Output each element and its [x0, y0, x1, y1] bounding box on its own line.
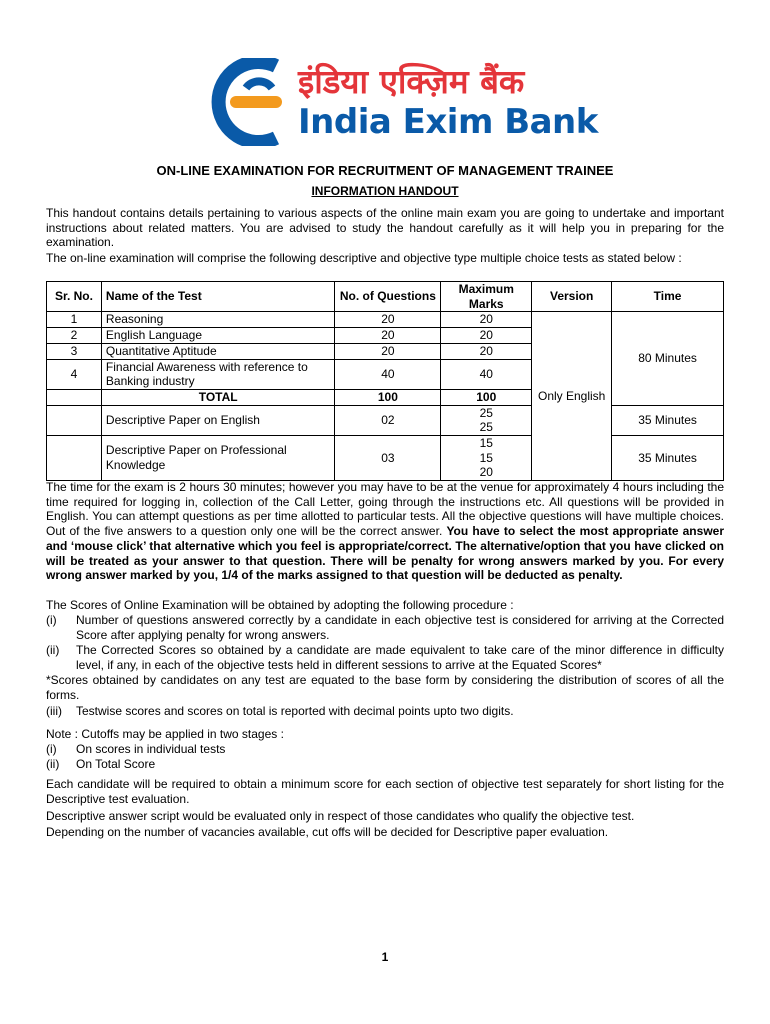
- cell-name: Descriptive Paper on Professional Knowledge: [101, 436, 335, 481]
- cell-time: 35 Minutes: [612, 436, 724, 481]
- cell-name: Quantitative Aptitude: [101, 343, 335, 359]
- cell-questions: 40: [335, 359, 441, 389]
- cell-name: Descriptive Paper on English: [101, 405, 335, 435]
- mark-value: 15: [479, 450, 493, 465]
- mark-value: 15: [479, 436, 493, 451]
- logo-hindi-text: इंडिया एक्ज़िम बैंक: [298, 62, 525, 101]
- page-number: 1: [381, 950, 389, 964]
- mark-value: 25: [479, 405, 493, 420]
- cell-time-objective: 80 Minutes: [612, 312, 724, 405]
- list-number: (i): [46, 613, 57, 627]
- list-item: [46, 643, 724, 672]
- time-paragraph: [46, 480, 724, 583]
- tests-intro-paragraph: The on-line examination will comprise the following descriptive and objective type multiple choice tests as stated below :: [46, 251, 682, 265]
- mark-value: 25: [479, 420, 493, 435]
- list-item: [46, 742, 724, 757]
- list-item: [46, 704, 724, 719]
- header-marks: Maximum Marks: [441, 282, 532, 312]
- intro-paragraph: This handout contains details pertaining to various aspects of the online main exam you are going to undertake and important instructions about related matters. You are advised to study the handout carefully as it will help you in preparing for the examination.: [46, 206, 724, 250]
- closing-paragraph-2: Descriptive answer script would be evaluated only in respect of those candidates who qualify the objective test.: [46, 809, 635, 823]
- cell-marks: [441, 436, 532, 481]
- cell-questions: 20: [335, 312, 441, 328]
- cutoff-intro: Note : Cutoffs may be applied in two stages :: [46, 727, 284, 741]
- table-row-descriptive: [47, 405, 724, 435]
- cell-questions: 20: [335, 343, 441, 359]
- table-row-descriptive: [47, 436, 724, 481]
- table-header-row: [47, 282, 724, 312]
- cell-blank: [47, 436, 102, 481]
- closing-paragraph-1: Each candidate will be required to obtain a minimum score for each section of objective test separately for short listing for the Descriptive test evaluation.: [46, 777, 724, 806]
- cell-total-marks: 100: [441, 389, 532, 405]
- list-text: On scores in individual tests: [76, 742, 226, 756]
- cell-blank: [47, 405, 102, 435]
- list-item: [46, 757, 724, 772]
- closing-paragraph-3: Depending on the number of vacancies available, cut offs will be decided for Descriptive paper evaluation.: [46, 825, 609, 839]
- header-name: Name of the Test: [101, 282, 335, 312]
- list-number: (iii): [46, 704, 62, 718]
- cell-name: Reasoning: [101, 312, 335, 328]
- cell-questions: 03: [335, 436, 441, 481]
- cell-name: English Language: [101, 328, 335, 344]
- list-number: (i): [46, 742, 57, 756]
- cell-blank: [47, 389, 102, 405]
- header-version: Version: [532, 282, 612, 312]
- india-exim-bank-logo: [206, 58, 612, 146]
- list-text: The Corrected Scores so obtained by a candidate are made equivalent to take care of the minor difference in difficulty level, if any, in each of the objective tests held in different sessions to arrive at the Equated Scores*: [76, 643, 724, 672]
- cell-sr: 2: [47, 328, 102, 344]
- cell-marks: 40: [441, 359, 532, 389]
- cell-name: Financial Awareness with reference to Banking industry: [101, 359, 335, 389]
- page-subtitle: INFORMATION HANDOUT: [311, 184, 459, 198]
- cell-marks: [441, 405, 532, 435]
- exim-logo-mark-icon: [206, 58, 292, 146]
- list-text: On Total Score: [76, 757, 156, 771]
- cell-total-questions: 100: [335, 389, 441, 405]
- page-title: ON-LINE EXAMINATION FOR RECRUITMENT OF MANAGEMENT TRAINEE: [156, 163, 614, 178]
- cell-total-label: TOTAL: [101, 389, 335, 405]
- list-number: (ii): [46, 757, 60, 771]
- logo-english-text: India Exim Bank: [298, 102, 598, 142]
- cell-marks: 20: [441, 312, 532, 328]
- header-time: Time: [612, 282, 724, 312]
- cell-sr: 3: [47, 343, 102, 359]
- list-number: (ii): [46, 643, 60, 657]
- cell-marks: 20: [441, 343, 532, 359]
- cell-marks: 20: [441, 328, 532, 344]
- cell-time: 35 Minutes: [612, 405, 724, 435]
- scores-intro: The Scores of Online Examination will be obtained by adopting the following procedure :: [46, 598, 514, 612]
- table-row: [47, 312, 724, 328]
- header-sr: Sr. No.: [47, 282, 102, 312]
- cell-sr: 1: [47, 312, 102, 328]
- mark-value: 20: [479, 465, 493, 480]
- time-paragraph-bold: You have to select the most appropriate answer and ‘mouse click’ that alternative which you feel is appropriate/correct. The alternative/option that you have clicked on will be treated as your answer to that question. There will be penalty for wrong answers marked by you. For every wrong answer marked by you, 1/4 of the marks assigned to that question will be deducted as penalty.: [46, 524, 724, 583]
- cell-version: Only English: [532, 312, 612, 481]
- list-item: [46, 613, 724, 642]
- header-questions: No. of Questions: [335, 282, 441, 312]
- cell-questions: 02: [335, 405, 441, 435]
- scores-note: *Scores obtained by candidates on any test are equated to the base form by considering the distribution of scores of all the forms.: [46, 673, 724, 702]
- exam-structure-table: [46, 281, 724, 481]
- cell-sr: 4: [47, 359, 102, 389]
- time-paragraph-text: The time for the exam is 2 hours 30 minutes; however you may have to be at the venue for approximately 4 hours including the time required for logging in, collection of the Call Letter, going through the instructions etc. All questions will be provided in English. You can attempt questions as per time allotted to particular tests. All the objective questions will have multiple choices. Out of the five answers to a question only one will be the correct answer.: [46, 480, 724, 539]
- cell-questions: 20: [335, 328, 441, 344]
- list-text: Testwise scores and scores on total is reported with decimal points upto two digits.: [76, 704, 514, 718]
- list-text: Number of questions answered correctly by a candidate in each objective test is considered for arriving at the Corrected Score after applying penalty for wrong answers.: [76, 613, 724, 642]
